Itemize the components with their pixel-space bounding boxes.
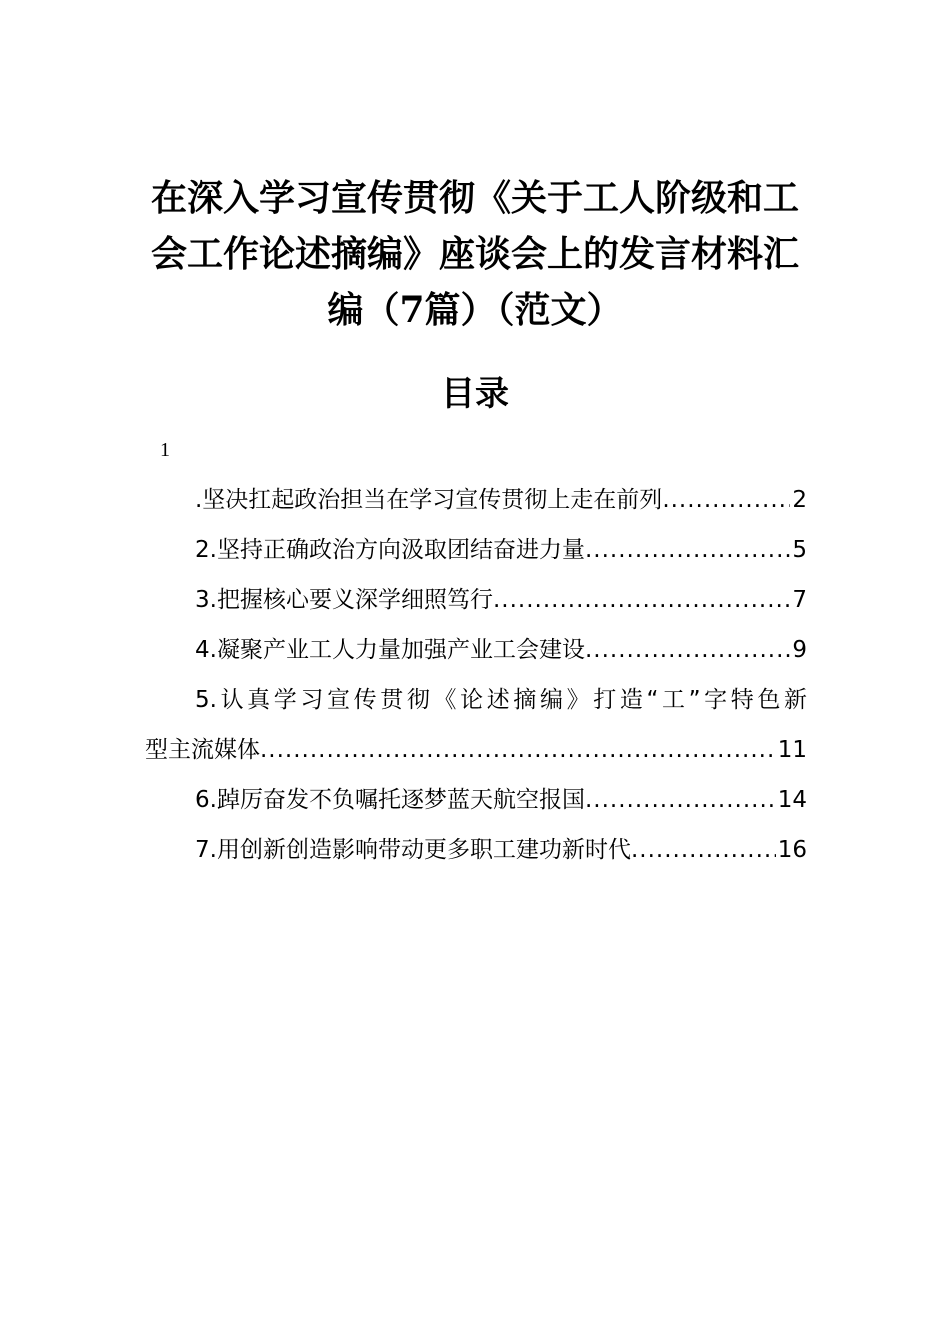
toc-entry-label: 4.凝聚产业工人力量加强产业工会建设: [195, 637, 585, 663]
toc-leader-dots: [631, 825, 776, 875]
title-line-3: 编（7篇）（范文）: [327, 289, 623, 331]
toc-entry-6[interactable]: [145, 775, 807, 825]
document-title: [140, 170, 810, 338]
toc-entry-label-line-2: 型主流媒体: [145, 737, 260, 763]
toc-page-number: 14: [777, 787, 807, 813]
toc-page-number: 11: [777, 737, 807, 763]
toc-entry-5[interactable]: [145, 675, 807, 775]
toc-page-number: 2: [792, 487, 807, 513]
toc-page-number: 5: [792, 537, 807, 563]
toc-entry-1[interactable]: [145, 475, 807, 525]
toc-page-number: 16: [777, 837, 807, 863]
title-line-1: 在深入学习宣传贯彻《关于工人阶级和工: [150, 177, 799, 219]
toc-entry-7[interactable]: [145, 825, 807, 875]
toc-entry-label: 3.把握核心要义深学细照笃行: [195, 587, 493, 613]
toc-leader-dots: [585, 525, 790, 575]
toc-entry-continuation: [145, 725, 807, 775]
toc-entry-label: 7.用创新创造影响带动更多职工建功新时代: [195, 837, 631, 863]
toc-entry-3[interactable]: [145, 575, 807, 625]
stray-number: 1: [160, 439, 170, 461]
title-line-2: 会工作论述摘编》座谈会上的发言材料汇: [150, 233, 799, 275]
toc-leader-dots: [585, 775, 776, 825]
toc-entry-label-line-1: 5.认真学习宣传贯彻《论述摘编》打造“工”字特色新: [195, 687, 807, 713]
toc-leader-dots: [493, 575, 790, 625]
toc-page-number: 7: [792, 587, 807, 613]
toc-entry-label: .坚决扛起政治担当在学习宣传贯彻上走在前列: [195, 487, 663, 513]
toc-leader-dots: [260, 725, 776, 775]
toc-entry-2[interactable]: [145, 525, 807, 575]
toc-leader-dots: [585, 625, 790, 675]
toc-page-number: 9: [792, 637, 807, 663]
toc-entry-4[interactable]: [145, 625, 807, 675]
toc-entry-label: 2.坚持正确政治方向汲取团结奋进力量: [195, 537, 585, 563]
toc-leader-dots: [662, 475, 790, 525]
table-of-contents: [145, 475, 807, 875]
toc-entry-label: 6.踔厉奋发不负嘱托逐梦蓝天航空报国: [195, 787, 585, 813]
toc-heading: 目录: [441, 374, 509, 414]
